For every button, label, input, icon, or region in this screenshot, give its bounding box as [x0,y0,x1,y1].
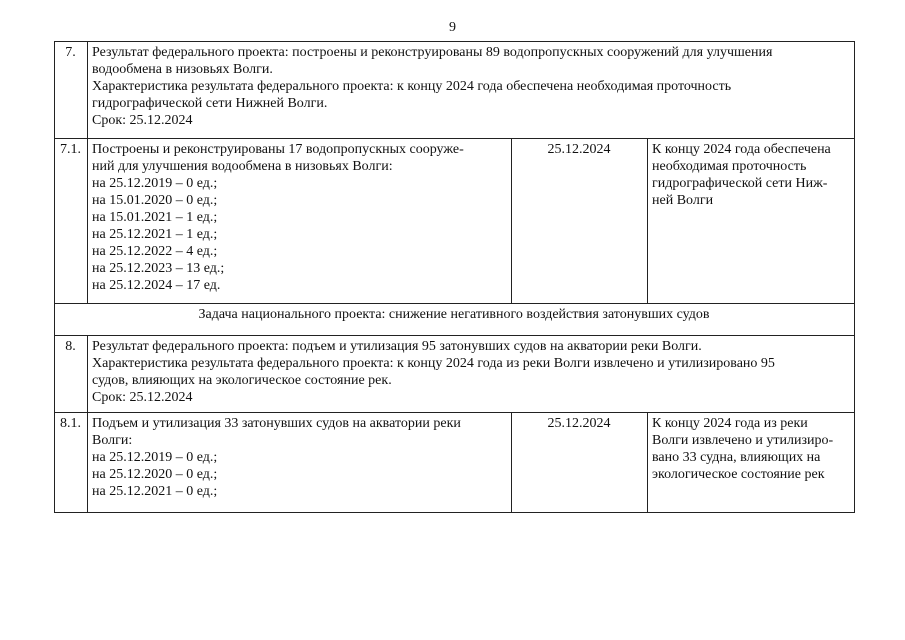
text-line: Характеристика результата федерального проекта: к концу 2024 года из реки Волги извлечено и утилизировано 95 [92,356,775,371]
expected-result [648,413,855,513]
text-line: К концу 2024 года обеспечена [652,142,831,157]
text-line: на 25.12.2019 – 0 ед.; [92,450,218,465]
text-line: экологическое состояние рек [652,467,825,482]
text-line: К концу 2024 года из реки [652,416,808,431]
expected-result [648,139,855,304]
table-row-7-1 [55,139,855,304]
national-project-task: Задача национального проекта: снижение негативного воздействия затонувших судов [55,304,855,336]
text-line: на 25.12.2021 – 1 ед.; [92,227,218,242]
page-number: 9 [449,20,456,35]
text-line: Волги извлечено и утилизиро- [652,433,834,448]
result-description [88,42,855,139]
text-line: на 25.12.2024 – 17 ед. [92,278,221,293]
result-description [88,336,855,413]
text-line: ний для улучшения водообмена в низовьях Волги: [92,159,393,174]
row-number: 7.1. [55,139,88,304]
text-line: Характеристика результата федерального проекта: к концу 2024 года обеспечена необходимая проточность [92,79,732,94]
text-line: судов, влияющих на экологическое состояние рек. [92,373,392,388]
table-row-7 [55,42,855,139]
text-line: на 25.12.2020 – 0 ед.; [92,467,218,482]
text-line: Срок: 25.12.2024 [92,113,193,128]
text-line: на 15.01.2020 – 0 ед.; [92,193,218,208]
table-row-8 [55,336,855,413]
text-line: на 25.12.2022 – 4 ед.; [92,244,218,259]
text-line: ней Волги [652,193,714,208]
text-line: на 15.01.2021 – 1 ед.; [92,210,218,225]
event-description [88,413,512,513]
text-line: на 25.12.2023 – 13 ед.; [92,261,225,276]
text-line: на 25.12.2019 – 0 ед.; [92,176,218,191]
text-line: Результат федерального проекта: построены и реконструированы 89 водопропускных сооружений для улучшения [92,45,773,60]
row-number: 8. [55,336,88,413]
text-line: гидрографической сети Ниж- [652,176,828,191]
text-line: вано 33 судна, влияющих на [652,450,821,465]
deadline-date: 25.12.2024 [512,413,648,513]
deadline-date: 25.12.2024 [512,139,648,304]
project-table [54,41,855,513]
event-description [88,139,512,304]
row-number: 8.1. [55,413,88,513]
text-line: Подъем и утилизация 33 затонувших судов на акватории реки [92,416,461,431]
text-line: Построены и реконструированы 17 водопропускных сооруже- [92,142,464,157]
text-line: Результат федерального проекта: подъем и утилизация 95 затонувших судов на акватории реки Волги. [92,339,702,354]
text-line: Волги: [92,433,133,448]
text-line: Срок: 25.12.2024 [92,390,193,405]
text-line: водообмена в низовьях Волги. [92,62,273,77]
row-number: 7. [55,42,88,139]
text-line: на 25.12.2021 – 0 ед.; [92,484,218,499]
text-line: необходимая проточность [652,159,807,174]
table-row-task [55,304,855,336]
table-row-8-1 [55,413,855,513]
text-line: гидрографической сети Нижней Волги. [92,96,328,111]
